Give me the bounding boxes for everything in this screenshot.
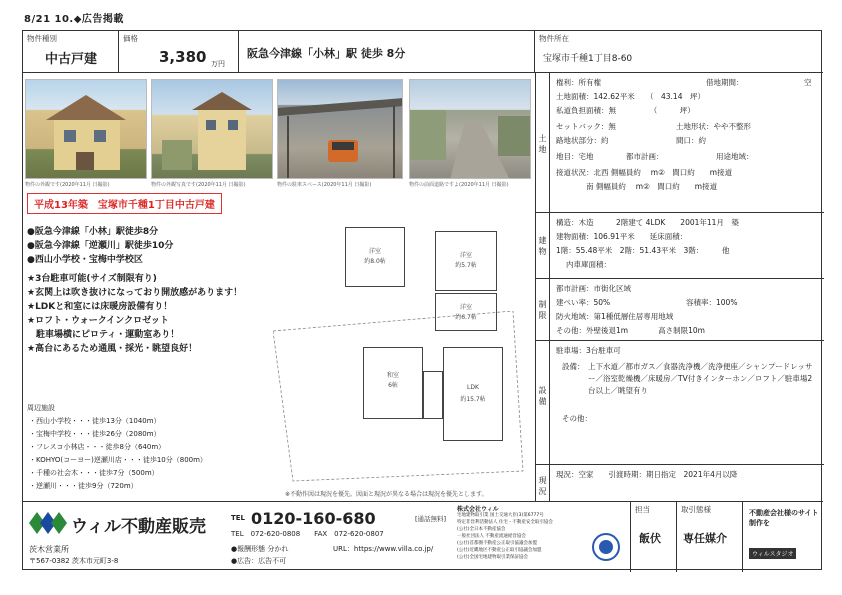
land-private-road: 私道負担面積：無 （ 坪） (556, 106, 695, 115)
spec-column (535, 73, 823, 501)
room-size: 約8.0帖 (364, 258, 386, 265)
feature-1: ★3台駐車可能(サイズ制限有り) (27, 274, 157, 284)
coverage-ratio: 建ぺい率：50% (556, 298, 611, 307)
room-name: LDK (467, 384, 479, 391)
status-side-label: 現況 (536, 465, 550, 501)
photo-caption-2: 物件の外観写真です(2020年11月 日撮影) (151, 182, 246, 188)
room-name: 和室 (386, 372, 399, 379)
nearby-item-2: ・宝梅中学校・・・徒歩26分（2080m） (29, 430, 161, 438)
nearby-title: 周辺施設 (27, 404, 55, 412)
land-section (536, 73, 824, 213)
land-area: 土地面積：142.62平米 （ 43.14 坪） (556, 92, 705, 101)
feature-5: 駐車場横にピロティ・運動室あり！ (27, 330, 180, 340)
company-name: ウィル不動産販売 (71, 517, 206, 537)
land-frontage: 間口：約 (676, 136, 706, 145)
photo-road (409, 79, 531, 179)
assoc-5: (公社)近畿地区不動産公正取引協議会加盟 (457, 548, 542, 553)
house-image (152, 80, 273, 179)
nearby-item-3: ・フレスコ小林店・・・徒歩8分（640m） (29, 443, 166, 451)
building-floor-area: 建物面積：106.91平米 延床面積： (556, 232, 688, 241)
feature-2: ★玄関上は吹き抜けになっており開放感があります！ (27, 288, 243, 298)
other-label: その他： (562, 414, 592, 423)
promo-text: 不動産会社様のサイト制作を (749, 509, 819, 527)
equipment-label: 設備： (562, 362, 585, 371)
station-text: 阪急今津線「小林」駅 徒歩 8分 (247, 47, 406, 60)
tel-note: [通話無料] (415, 515, 447, 523)
tel-label: TEL (231, 514, 246, 522)
room-size: 約6.7帖 (455, 314, 477, 321)
flyer-frame (22, 30, 822, 570)
room-name: 洋室 (459, 304, 472, 311)
parking-info: 駐車場：3台駐車可 (556, 346, 621, 355)
staff-name: 飯伏 (639, 532, 661, 545)
land-lease: 借地期間： (706, 78, 744, 87)
assoc-1: 特定非営利活動法人 住宅・不動産安全取引協会 (457, 520, 553, 525)
footer (23, 501, 823, 571)
photo-caption-3: 物件の駐車スペース(2020年11月 日撮影) (277, 182, 372, 188)
land-shape: 土地形状：やや不整形 (676, 122, 751, 131)
floor-ratio: 容積率：100% (686, 298, 738, 307)
land-road-1: 接道状況：北西 側幅員約 m② 間口約 m接道 (556, 168, 733, 177)
headline: 平成13年築 宝塚市千種1丁目中古戸建 (27, 193, 222, 214)
assoc-3: 一般社団法人 不動産流通経営協会 (457, 534, 526, 539)
land-lease-blank: 空 (804, 78, 812, 87)
header-row (23, 31, 823, 73)
type-label: 物件種別 (27, 34, 57, 43)
photo-parking (277, 79, 403, 179)
corp-name: 株式会社ウィル (457, 506, 499, 513)
price-unit: 万円 (211, 60, 225, 68)
type-cell (23, 31, 119, 73)
mode-label: 取引態様 (681, 505, 711, 514)
nearby-item-4: ・KOHYO(コーヨー)逆瀬川店・・・徒歩10分（800m） (29, 456, 207, 464)
plan-note: ※不動作図は現況を優先。図面と現況が異なる場合は現況を優先とします。 (285, 491, 488, 498)
land-road-part: 路地状部分：約 (556, 136, 609, 145)
equipment-text: 上下水道／都市ガス／食器洗浄機／洗浄便座／シャンプードレッサー／浴室乾燥機／床暖房／TV付きインターホン／ロフト／駐車場2台以上／眺望有り (588, 362, 813, 395)
room-name: 洋室 (459, 252, 472, 259)
mode-cell (677, 502, 743, 572)
room-size: 約15.7帖 (460, 396, 486, 403)
feature-3: ★LDKと和室には床暖房設備有り！ (27, 302, 173, 312)
ad-restriction: ●広告：広告不可 (231, 557, 287, 565)
restriction-section (536, 279, 824, 341)
room-size: 約5.7帖 (455, 262, 477, 269)
feature-6: ★高台にあるため通風・採光・眺望良好！ (27, 344, 198, 354)
assoc-2: (公社)全日本不動産協会 (457, 527, 506, 532)
promo-cell (743, 502, 823, 572)
tel-fax: TEL 072-620-0808 FAX 072-620-0807 (231, 530, 384, 538)
restriction-side-label: 制限 (536, 279, 550, 341)
staff-cell (631, 502, 677, 572)
tel-number: 0120-160-680 (251, 509, 376, 528)
land-rights: 権利：所有権 (556, 78, 601, 87)
company-logo-icon (29, 512, 67, 534)
building-inner-garage: 内車庫面積： (566, 260, 611, 269)
land-category: 地目：宅地 (556, 152, 594, 161)
nearby-item-1: ・西山小学校・・・徒歩13分（1040m） (29, 417, 161, 425)
house-image (26, 80, 147, 179)
city-plan: 都市計画：市街化区域 (556, 284, 631, 293)
station-cell (239, 31, 535, 73)
status-text: 現況：空家 引渡時期：期日指定 2021年4月以降 (556, 470, 738, 479)
bullet-2: ●阪急今津線「逆瀬川」駅徒歩10分 (27, 241, 174, 251)
road-image (410, 80, 531, 179)
building-section (536, 213, 824, 279)
land-side-label: 土地 (536, 73, 550, 213)
price-cell (119, 31, 239, 73)
type-value: 中古戸建 (45, 52, 98, 67)
certification-seal-icon (591, 532, 621, 562)
plan-room-1 (345, 227, 405, 287)
commission-info: ●報酬形態 分かれ (231, 545, 289, 553)
branch-name: 茨木営業所 (29, 545, 69, 554)
land-setback: セットバック：無 (556, 122, 616, 131)
assoc-4: (公社)首都圏不動産公正取引協議会加盟 (457, 541, 538, 546)
building-side-label: 建物 (536, 213, 550, 279)
company-block (23, 502, 631, 572)
plan-room-2 (435, 231, 497, 291)
price-value: 3,380 (159, 48, 207, 66)
corp-license: 宅地建物取引業 国土交通大臣(3)第6777号 (457, 513, 544, 518)
bullet-1: ●阪急今津線「小林」駅徒歩8分 (27, 227, 159, 237)
building-structure: 構造：木造 2階建て 4LDK 2001年11月 築 (556, 218, 739, 227)
location-cell (535, 31, 823, 73)
mode-value: 専任媒介 (683, 532, 727, 545)
building-floors: 1階：55.48平米 2階：51.43平米 3階： 他 (556, 246, 730, 255)
location-value: 宝塚市千種1丁目8-60 (543, 54, 633, 64)
photo-caption-4: 物件の前面道路ですよ(2020年11月 日撮影) (409, 182, 509, 188)
photo-exterior-2 (151, 79, 273, 179)
bullet-3: ●西山小学校・宝梅中学校区 (27, 255, 143, 265)
land-district: 用途地域： (716, 152, 754, 161)
promo-badge[interactable]: ウィルスタジオ (749, 548, 796, 559)
room-name: 洋室 (368, 248, 381, 255)
equipment-section (536, 341, 824, 465)
branch-address: 〒567-0382 茨木市元町3-8 (29, 557, 119, 565)
restriction-other: その他：外壁後退1m 高さ制限10m (556, 326, 705, 335)
land-city-plan: 都市計画： (626, 152, 664, 161)
nearby-item-5: ・千種の社会木・・・徒歩7分（500m） (29, 469, 159, 477)
room-size: 6帖 (388, 382, 398, 389)
status-section (536, 465, 824, 501)
nearby-item-6: ・逆瀬川・・・徒歩9分（720m） (29, 482, 138, 490)
site-outline (273, 311, 533, 491)
company-url[interactable]: URL：https://www.villa.co.jp/ (333, 545, 434, 553)
fire-zone: 防火地域：第1種低層住居専用地域 (556, 312, 674, 321)
staff-label: 担当 (635, 505, 650, 514)
equipment-side-label: 設備 (536, 341, 550, 465)
land-road-2: 南 側幅員約 m② 間口約 m接道 (556, 182, 718, 191)
feature-4: ★ロフト・ウォークインクロゼット (27, 316, 169, 326)
location-label: 物件所在 (539, 34, 569, 43)
price-label: 価格 (123, 34, 138, 43)
photo-exterior-1 (25, 79, 147, 179)
assoc-6: (公社)全国宅地建物取引業保証協会 (457, 555, 529, 560)
carport-image (278, 80, 403, 179)
photo-caption-1: 物件の外観です(2020年11月 日撮影) (25, 182, 110, 188)
date-label: 8/21 10.◆広告掲載 (24, 14, 124, 25)
